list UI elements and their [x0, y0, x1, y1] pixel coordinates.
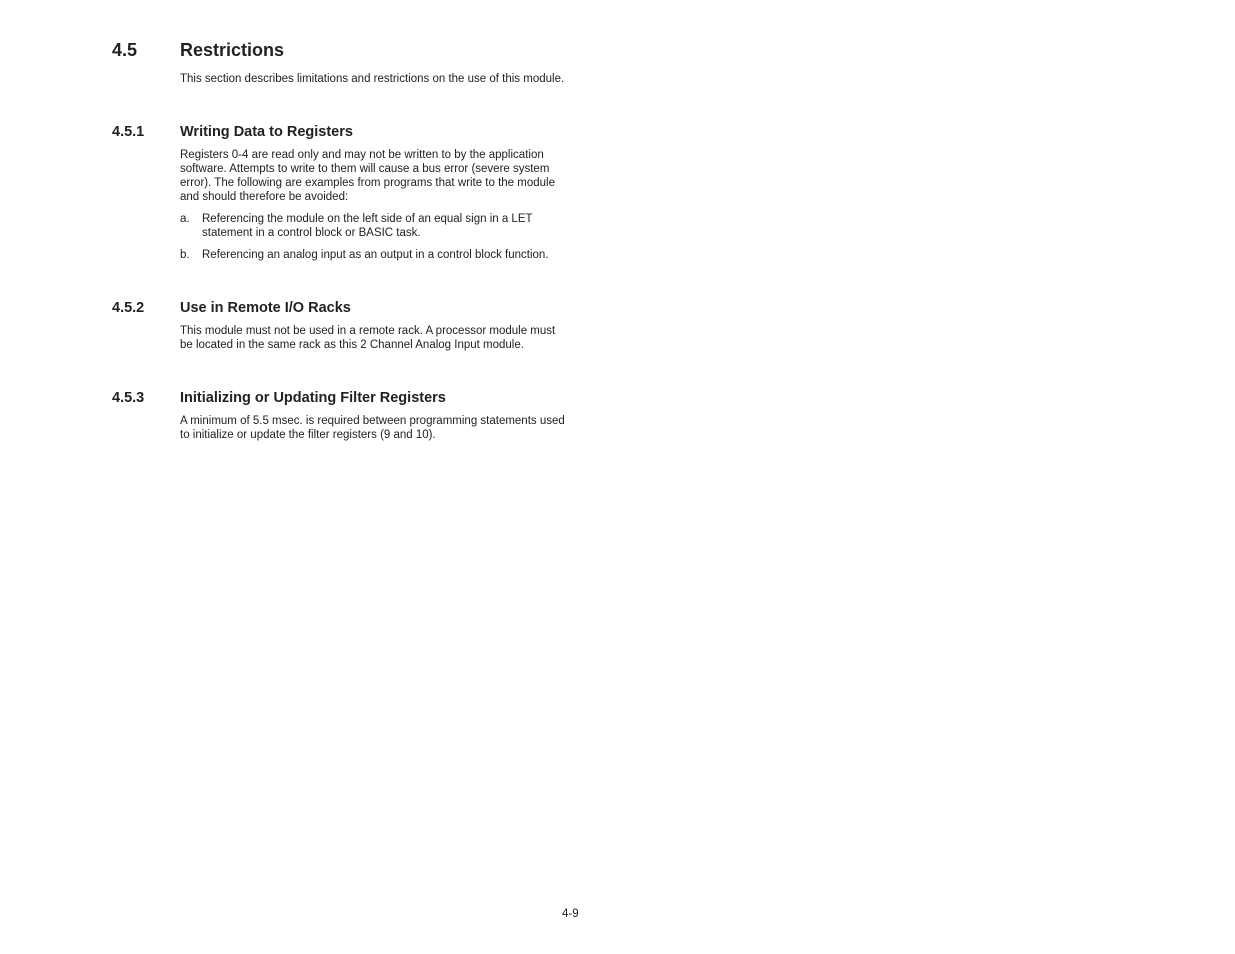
subsection-heading-remote-io	[112, 299, 351, 317]
list-marker: b.	[180, 249, 190, 261]
section-number: 4.5	[112, 40, 138, 60]
subsection-body-writing-data: Registers 0-4 are read only and may not be written to by the application software. Attempts to write to them will cause a bus error (severe system error). The following are examples from programs that write to the module and should therefore be avoided:	[180, 149, 555, 203]
list-item	[180, 248, 570, 262]
subsection-heading-filter-registers	[112, 389, 446, 407]
list-text: Referencing an analog input as an output in a control block function.	[202, 249, 549, 261]
subsection-number: 4.5.1	[112, 124, 145, 140]
subsection-body-filter-registers: A minimum of 5.5 msec. is required between programming statements used to initialize or update the filter registers (9 and 10).	[180, 415, 565, 441]
subsection-heading-writing-data	[112, 123, 353, 141]
page-number: 4-9	[562, 908, 579, 920]
subsection-number: 4.5.2	[112, 300, 145, 316]
subsection-title: Initializing or Updating Filter Registers	[180, 390, 446, 406]
subsection-number: 4.5.3	[112, 390, 145, 406]
list-text: Referencing the module on the left side of an equal sign in a LET statement in a control block or BASIC task.	[202, 213, 533, 239]
section-heading	[112, 39, 284, 61]
subsection-title: Use in Remote I/O Racks	[180, 300, 351, 316]
subsection-title: Writing Data to Registers	[180, 124, 353, 140]
subsection-body-remote-io: This module must not be used in a remote rack. A processor module must be located in the same rack as this 2 Channel Analog Input module.	[180, 325, 556, 351]
section-title: Restrictions	[180, 40, 285, 60]
section-intro: This section describes limitations and restrictions on the use of this module.	[180, 73, 565, 85]
list-marker: a.	[180, 213, 190, 225]
list-item	[180, 212, 570, 240]
